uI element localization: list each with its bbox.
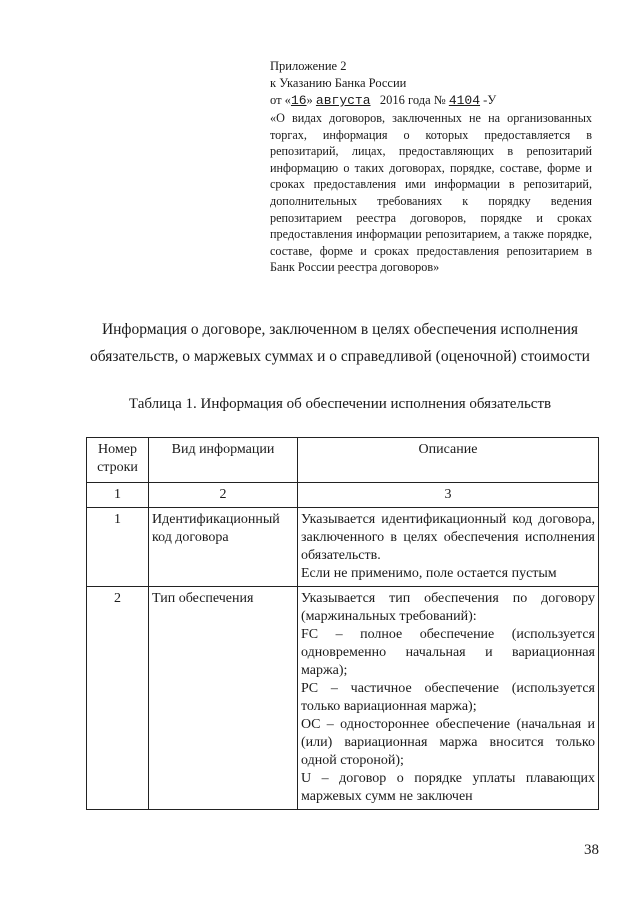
description-line: OC – одностороннее обеспечение (начальная и (или) вариационная маржа вносится только одной стороной); <box>301 717 595 768</box>
description-line: PC – частичное обеспечение (используется только вариационная маржа); <box>301 681 595 714</box>
column-number-3: 3 <box>298 483 599 508</box>
date-mid: » <box>306 93 313 107</box>
header-number: Номер строки <box>87 438 149 483</box>
date-day: 16 <box>290 93 307 108</box>
annex-block <box>270 58 592 276</box>
description-line: U – договор о порядке уплаты плавающих маржевых сумм не заключен <box>301 771 595 804</box>
description-line: Если не применимо, поле остается пустым <box>301 566 557 581</box>
table-row <box>87 508 599 587</box>
annex-date-line <box>270 92 592 109</box>
row-number: 2 <box>87 587 149 810</box>
row-number: 1 <box>87 508 149 587</box>
table-header-row <box>87 438 599 483</box>
header-kind: Вид информации <box>149 438 298 483</box>
column-number-row <box>87 483 599 508</box>
row-kind: Идентификационный код договора <box>149 508 298 587</box>
header-description: Описание <box>298 438 599 483</box>
annex-issuer: к Указанию Банка России <box>270 76 407 90</box>
info-table <box>86 437 599 810</box>
row-description <box>298 508 599 587</box>
description-line: FC – полное обеспечение (используется одновременно начальная и вариационная маржа); <box>301 627 595 678</box>
page-number: 38 <box>584 842 599 858</box>
table-title: Таблица 1. Информация об обеспечении исполнения обязательств <box>128 396 552 412</box>
date-year: 2016 года № <box>379 93 446 107</box>
description-line: Указывается тип обеспечения по договору (маржинальных требований): <box>301 591 595 624</box>
table-row <box>87 587 599 810</box>
document-number: 4104 <box>448 93 481 108</box>
description-line: Указывается идентификационный код договора, заключенного в целях обеспечения исполнения обязательств. <box>301 512 595 563</box>
row-kind: Тип обеспечения <box>149 587 298 810</box>
document-heading <box>60 316 620 370</box>
number-suffix: -У <box>483 93 497 107</box>
column-number-2: 2 <box>149 483 298 508</box>
heading-line-2: обязательств, о маржевых суммах и о справедливой (оценочной) стоимости <box>90 348 590 365</box>
column-number-1: 1 <box>87 483 149 508</box>
date-prefix: от « <box>270 93 291 107</box>
row-description <box>298 587 599 810</box>
annex-title: Приложение 2 <box>270 59 347 73</box>
annex-description: «О видах договоров, заключенных не на организованных торгах, информация о которых предоставляется в репозитарий, лицах, предоставляющих в репозитарий информацию о таких договорах, порядке, составе, форме и сроках предоставления ими информации в репозитарий, дополнительных требованиях к порядку ведения репозитарием реестра договоров, порядке и сроках предоставления информации репозитарием, а также порядке, составе, форме и сроках предоставления репозитарием в Банк России реестра договоров» <box>270 111 592 275</box>
date-month: августа <box>315 93 371 108</box>
heading-line-1: Информация о договоре, заключенном в целях обеспечения исполнения <box>101 321 579 338</box>
